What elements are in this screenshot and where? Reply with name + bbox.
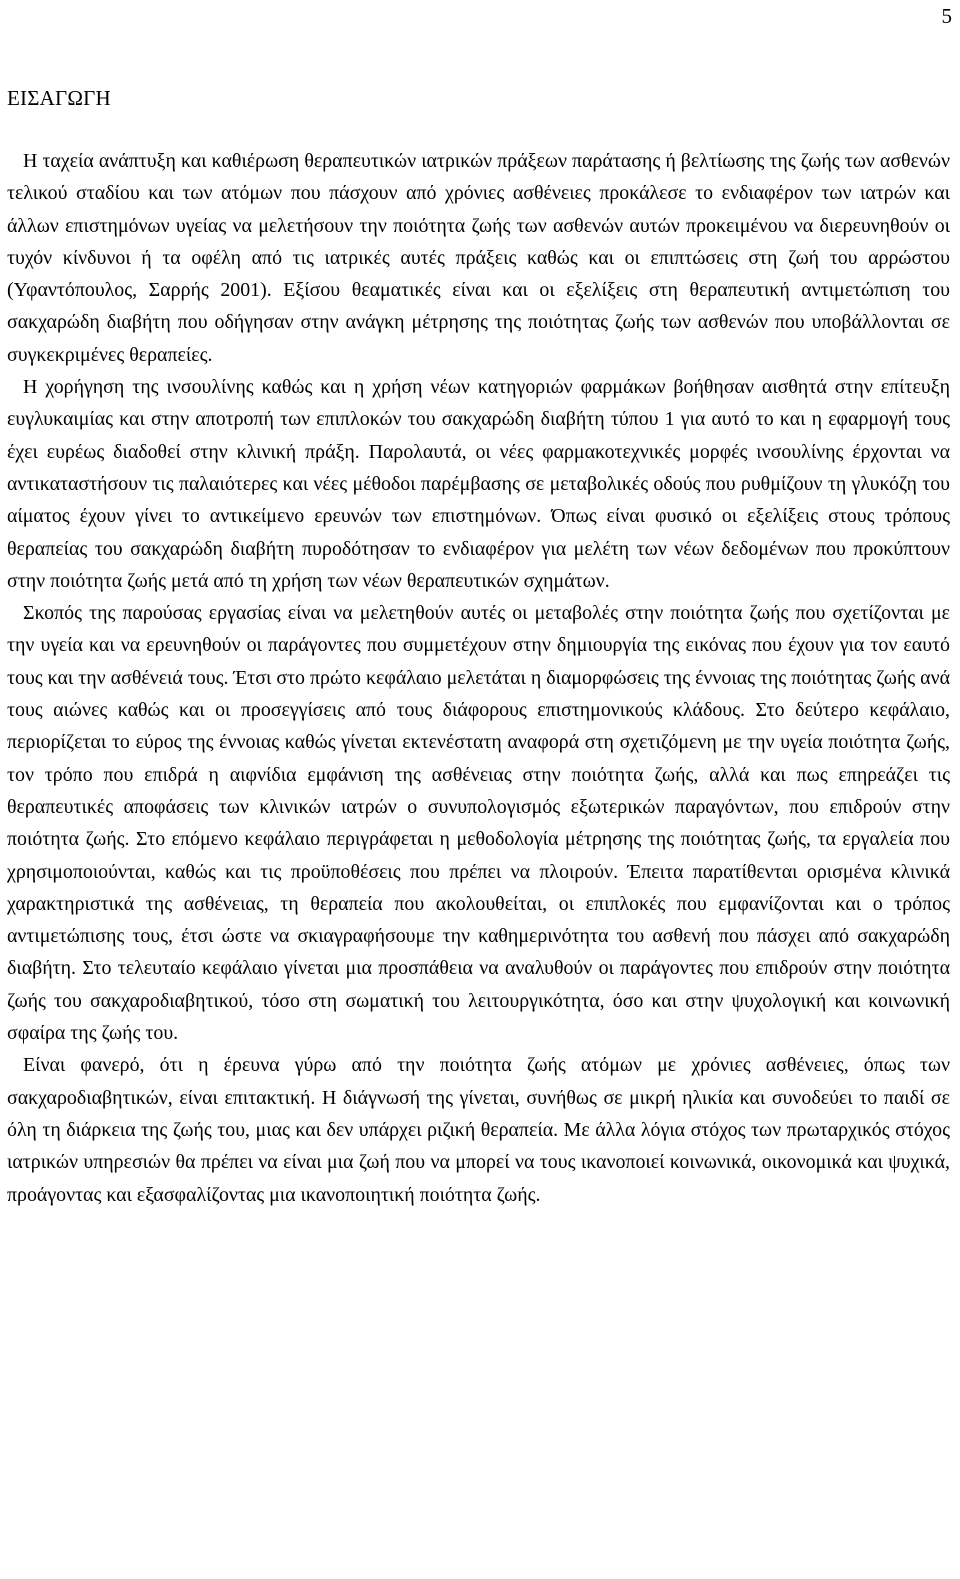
body-text [7,145,950,1211]
paragraph-insulin-treatment: Η χορήγηση της ινσουλίνης καθώς και η χρήση νέων κατηγοριών φαρμάκων βοήθησαν αισθητά στην επίτευξη ευγλυκαιμίας και στην αποτροπή των επιπλοκών του σακχαρώδη διαβήτη τύπου 1 για αυτό το και η εφαρμογή τους έχει ευρέως διαδοθεί στην κλινική πράξη. Παρολαυτά, οι νέες φαρμακοτεχνικές μορφές ινσουλίνης έρχονται να αντικαταστήσουν τις παλαιότερες και νέες μέθοδοι παρέμβασης σε μεταβολικές οδούς που ρυθμίζουν τη γλυκόζη του αίματος έχουν γίνει το αντικείμενο ερευνών των επιστημόνων. Όπως είναι φυσικό οι εξελίξεις στους τρόπους θεραπείας του σακχαρώδη διαβήτη πυροδότησαν το ενδιαφέρον για μελέτη των νέων δεδομένων που προκύπτουν στην ποιότητα ζωής μετά από τη χρήση των νέων θεραπευτικών σχημάτων. [7,376,950,592]
paragraph-introduction: Η ταχεία ανάπτυξη και καθιέρωση θεραπευτικών ιατρικών πράξεων παράτασης ή βελτίωσης της ζωής των ασθενών τελικού σταδίου και των ατόμων που πάσχουν από χρόνιες ασθένειες προκάλεσε το ενδιαφέρον των ιατρών και άλλων επιστημόνων υγείας να μελετήσουν την ποιότητα ζωής των ασθενών αυτών προκειμένου να διερευνηθούν οι τυχόν κίνδυνοι ή τα οφέλη από τις ιατρικές αυτές πράξεις καθώς και οι επιπτώσεις στη ζωή του αρρώστου (Υφαντόπουλος, Σαρρής 2001). Εξίσου θεαματικές είναι και οι εξελίξεις στη θεραπευτική αντιμετώπιση του σακχαρώδη διαβήτη που οδήγησαν στην ανάγκη μέτρησης της ποιότητας ζωής των ασθενών που υποβάλλονται σε συγκεκριμένες θεραπείες. [7,150,950,366]
section-heading: ΕΙΣΑΓΩΓΗ [7,86,111,110]
paragraph-purpose-and-chapters: Σκοπός της παρούσας εργασίας είναι να μελετηθούν αυτές οι μεταβολές στην ποιότητα ζωής που σχετίζονται με την υγεία και να ερευνηθούν οι παράγοντες που συμμετέχουν στην δημιουργία της εικόνας που έχουν για τον εαυτό τους και την ασθένειά τους. Έτσι στο πρώτο κεφάλαιο μελετάται η διαμορφώσεις της έννοιας της ποιότητας ζωής ανά τους αιώνες καθώς και οι προσεγγίσεις από τους διάφορους επιστημονικούς κλάδους. Στο δεύτερο κεφάλαιο, περιορίζεται το εύρος της έννοιας καθώς γίνεται εκτενέστατη αναφορά στη σχετιζόμενη με την υγεία ποιότητα ζωής, τον τρόπο που επιδρά η αιφνίδια εμφάνιση της ασθένειας στην ποιότητα ζωής, αλλά και πως επηρεάζει τις θεραπευτικές αποφάσεις των κλινικών ιατρών ο συνυπολογισμός εξωτερικών παραγόντων, που επιδρούν στην ποιότητα ζωής. Στο επόμενο κεφάλαιο περιγράφεται η μεθοδολογία μέτρησης της ποιότητας ζωής, τα εργαλεία που χρησιμοποιούνται, καθώς και τις προϋποθέσεις που πρέπει να πλοιρούν. Έπειτα παρατίθενται ορισμένα κλινικά χαρακτηριστικά της ασθένειας, τη θεραπεία που ακολουθείται, οι επιπλοκές που εμφανίζονται και ο τρόπος αντιμετώπισης τους, έτσι ώστε να σκιαγραφήσουμε την καθημερινότητα του ασθενή που πάσχει από σακχαρώδη διαβήτη. Στο τελευταίο κεφάλαιο γίνεται μια προσπάθεια να αναλυθούν οι παράγοντες που επιδρούν στην ποιότητα ζωής του σακχαροδιαβητικού, τόσο στη σωματική του λειτουργικότητα, όσο και στην ψυχολογική και κοινωνική σφαίρα της ζωής του. [7,602,950,1045]
page-number: 5 [941,4,952,28]
paragraph-conclusion: Είναι φανερό, ότι η έρευνα γύρω από την ποιότητα ζωής ατόμων με χρόνιες ασθένειες, όπως των σακχαροδιαβητικών, είναι επιτακτική. Η διάγνωσή της γίνεται, συνήθως σε μικρή ηλικία και συνοδεύει το παιδί σε όλη τη διάρκεια της ζωής του, μιας και δεν υπάρχει ριζική θεραπεία. Με άλλα λόγια στόχος των πρωταρχικός στόχος ιατρικών υπηρεσιών θα πρέπει να είναι μια ζωή που να μπορεί να τους ικανοποιεί κοινωνικά, οικονομικά και ψυχικά, προάγοντας και εξασφαλίζοντας μια ικανοποιητική ποιότητα ζωής. [7,1054,950,1206]
